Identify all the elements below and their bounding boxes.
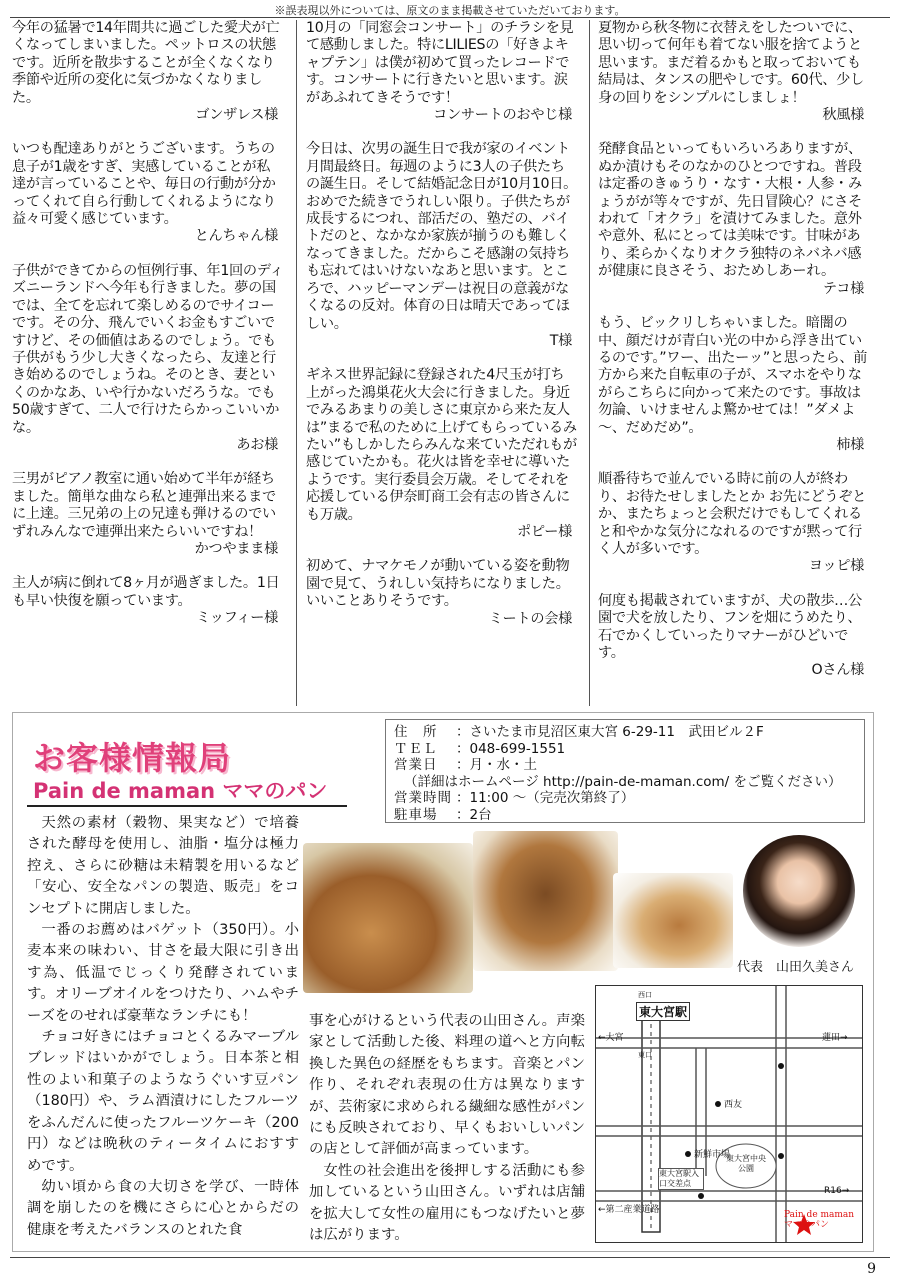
map-station: 東大宮駅	[636, 1002, 690, 1021]
bottom-rule	[10, 1257, 890, 1258]
map-market: 新鮮市場	[694, 1150, 731, 1160]
article-paragraph: チョコ好きにはチョコとくるみマーブルブレッドはいかがでしょう。日本茶と相性のよい和菓子のようなうぐいす豆パン（180円）や、ラム酒漬けにしたフルーツをふんだんに使ったフルーツケーキ（200円）などは晩秋のティータイムにおすすめです。	[27, 1029, 299, 1174]
reader-letter	[598, 141, 870, 298]
map-seiyu: 西友	[724, 1100, 743, 1110]
letter-text: 初めて、ナマケモノが動いている姿を動物園で見て、うれしい気持ちになりました。いいことありそうです。	[306, 558, 570, 610]
info-parking: 駐車場 ：2台	[394, 806, 492, 823]
reader-column-2	[306, 20, 578, 706]
reader-letter	[306, 558, 578, 628]
map-west-exit: 西口	[638, 991, 652, 999]
shop-info-box	[385, 719, 865, 823]
bread-photo	[303, 843, 473, 993]
letter-signature: コンサートのおやじ様	[433, 107, 572, 124]
article-left	[27, 813, 299, 1241]
article-middle	[309, 1011, 585, 1246]
letter-text: 今日は、次男の誕生日で我が家のイベント月間最終日。毎週のように3人の子供たちの誕生日。そして結婚記念日が10月10日。おめでた続きでうれしい限り。子供たちが成長するにつれ、部活だの、塾だの、バイトだのと、なかなか家族が揃うのも難しくなってきました。だからこそ感謝の気持ちも忘れてはいけないなあと思います。ところで、ハッピーマンデーは祝日の意義がなくなるの反対。体育の日は晴天であってほしい。	[306, 141, 577, 332]
map-east-exit: 東口	[638, 1051, 652, 1059]
map-park: 東大宮中央公園	[726, 1154, 766, 1173]
map-to-hasuda: 蓮田→	[822, 1033, 848, 1043]
letter-signature: Oさん様	[811, 662, 864, 679]
section-title: お客様情報局	[33, 739, 232, 777]
letter-text: 順番待ちで並んでいる時に前の人が終わり、お待たせしましたとか お先にどうぞとか、またちょっと会釈だけでもしてくれると和やかな気分になれるのですが黙って行く人が多いです。	[598, 471, 867, 557]
portrait-caption: 代表 山田久美さん	[737, 960, 855, 975]
article-paragraph: 女性の社会進出を後押しする活動にも参加しているという山田さん。いずれは店舗を拡大して女性の雇用にもつなげたいと夢は広がります。	[309, 1162, 585, 1244]
letter-signature: ミッフィー様	[196, 610, 278, 627]
map-shop-label: Pain de maman ママのパン	[784, 1210, 855, 1230]
shop-name-underline	[27, 805, 347, 807]
letter-text: 発酵食品といってもいろいろありますが、ぬか漬けもそのなかのひとつですね。普段は定番のきゅうり・なす・大根・人参・みょうがが等々ですが、先日冒険心？にさそわれて「オクラ」を漬けてみました。意外や意外、私にとっては美味です。甘味があり、柔らかくなりオクラ独特のネバネバ感が健康に良さそう、おためしあーれ。	[598, 141, 862, 280]
reader-letter	[306, 141, 578, 350]
letter-text: 主人が病に倒れて8ヶ月が過ぎました。1日も早い快復を願っています。	[12, 575, 280, 609]
letter-text: 今年の猛暑で14年間共に過ごした愛犬が亡くなってしまいました。ペットロスの状態です。近所を散歩することが全くなくなり季節や近所の変化に気づかなくなりました。	[12, 20, 280, 106]
article-paragraph: 幼い頃から食の大切さを学び、一時体調を崩したのを機にさらに心とからだの健康を考えたバランスのとれた食	[27, 1178, 299, 1238]
reader-letter	[598, 20, 870, 124]
map-to-omiya: ←大宮	[598, 1033, 624, 1043]
letter-text: 10月の「同窓会コンサート」のチラシを見て感動しました。特にLILIESの「好きよキャプテン」は僕が初めて買ったレコードです。コンサートに行きたいと思います。涙があふれてきそうです！	[306, 20, 574, 106]
letter-signature: かつやまま様	[194, 540, 278, 557]
letter-text: 夏物から秋冬物に衣替えをしたついでに、思い切って何年も着てない服を捨てようと思います。まだ着るかもと取っておいても結局は、タンスの肥やしです。60代、少し身の回りをシンプルにしましょ！	[598, 20, 864, 106]
article-paragraph: 天然の素材（穀物、果実など）で培養された酵母を使用し、油脂・塩分は極力控え、さらに砂糖は未精製を用いるなど「安心、安全なパンの製造、販売」をコンセプトに開店しました。	[27, 815, 299, 917]
reader-letter	[598, 593, 870, 680]
letter-signature: とんちゃん様	[194, 228, 278, 245]
letter-signature: ポピー様	[517, 523, 572, 540]
shop-info-section	[12, 712, 874, 1252]
column-divider	[296, 20, 297, 706]
reader-letter	[12, 20, 284, 124]
owner-portrait	[743, 835, 855, 947]
map-road: ←第二産業道路	[598, 1205, 660, 1215]
page-number: 9	[867, 1261, 876, 1277]
letter-text: 何度も掲載されていますが、犬の散歩…公園で犬を放したり、フンを畑にうめたり、石でかくしていったりマナーがひどいです。	[598, 592, 862, 661]
letter-signature: テコ様	[822, 280, 864, 297]
column-divider	[589, 20, 590, 706]
info-tel: ＴＥＬ ：048-699-1551	[394, 740, 566, 757]
reader-letter	[12, 141, 284, 245]
info-open-days: 営業日 ：月・水・土	[394, 757, 537, 774]
article-paragraph: 一番のお薦めはバゲット（350円）。小麦本来の味わい、甘さを最大限に引き出す為、低温でじっくり発酵されています。オリーブオイルをつけたり、ハムやチーズをのせれば豪華なランチにも！	[27, 922, 299, 1024]
map-crossing: 東大宮駅入口交差点	[658, 1168, 704, 1190]
info-hours: 営業時間 ：11:00 ～（完売次第終了）	[394, 790, 635, 807]
letter-signature: 秋風様	[822, 107, 864, 124]
reader-letter	[12, 575, 284, 627]
letter-text: もう、ビックリしちゃいました。暗闇の中、顔だけが青白い光の中から浮き出ているのです。”ワー、出たーッ”と思ったら、前方から来た自転車の子が、スマホをやりながらこちらに向かって来たのです。事故は勿論、いけませんよ驚かせては！”ダメよ～、だめだめ”。	[598, 315, 868, 436]
baguette-photo	[613, 873, 733, 968]
reader-letter	[598, 315, 870, 454]
article-paragraph: 事を心がけるという代表の山田さん。声楽家として活動した後、料理の道へと方向転換した異色の経歴をもちます。音楽とパン作り、それぞれ表現の仕方は異なりますが、芸術家に求められる繊細な感性がパンにも反映されており、早くもおいしいパンの店として評価が高まっています。	[309, 1013, 585, 1158]
letter-text: 三男がピアノ教室に通い始めて半年が経ちました。簡単な曲なら私と連弾出来るまでに上達。三兄弟の上の兄達も弾けるのでいずれみんなで連弾出来たらいいですね！	[12, 471, 276, 540]
reader-letter	[12, 471, 284, 558]
reader-letter	[306, 20, 578, 124]
letter-signature: ゴンザレス様	[195, 107, 278, 124]
letter-signature: あお様	[236, 436, 278, 453]
reader-letter	[598, 471, 870, 575]
map-route: R16→	[824, 1186, 850, 1196]
reader-letter	[12, 263, 284, 454]
letter-signature: T様	[549, 332, 572, 349]
letter-signature: ミートの会様	[488, 610, 572, 627]
letter-signature: 柿様	[836, 436, 864, 453]
reader-letter	[306, 367, 578, 541]
letter-text: ギネス世界記録に登録された4尺玉が打ち上がった鴻巣花火大会に行きました。身近でみるあまりの美しさに東京から来た友人は”まるで私のために上げてもらっているみたい”もしかしたらみんな来ていただれもが感じていたかも。花火は皆を幸せに導いたようです。実行委員会万歳。そしてそれを応援している伊奈町商工会有志の皆さんにも万歳。	[306, 367, 577, 523]
info-address: 住 所 ：さいたま市見沼区東大宮 6-29-11 武田ビル２F	[394, 724, 764, 740]
top-rule	[10, 17, 890, 18]
letter-text: 子供ができてからの恒例行事、年1回のディズニーランドへ今年も行きました。夢の国では、全てを忘れて楽しめるのでサイコーです。その分、飛んでいくお金もすごいですけど、その価値はあるのでしょう。でも子供がもう少し大きくなったら、友達と行き始めるのでしょうね。そのとき、妻といくのかなあ、いや行かないだろうな。でも50歳すぎて、二人で行けたらかっこいいかな。	[12, 262, 284, 436]
bread-photo	[473, 831, 618, 971]
notice: ※誤表現以外については、原文のまま掲載させていただいております。	[274, 4, 626, 17]
letter-text: いつも配達ありがとうございます。うちの息子が1歳をすぎ、実感していることが私達が言っていることや、毎日の行動が分かってくれて自ら行動してくれるようになり益々可愛く感じています。	[12, 141, 276, 228]
info-website-note: （詳細はホームページ http://pain-de-maman.com/ をご覧ください）	[404, 773, 842, 790]
access-map	[595, 985, 863, 1243]
reader-column-3	[598, 20, 870, 706]
shop-name: Pain de maman ママのパン	[33, 779, 328, 803]
reader-column-1	[12, 20, 284, 706]
letter-signature: ヨッピ様	[808, 558, 864, 575]
